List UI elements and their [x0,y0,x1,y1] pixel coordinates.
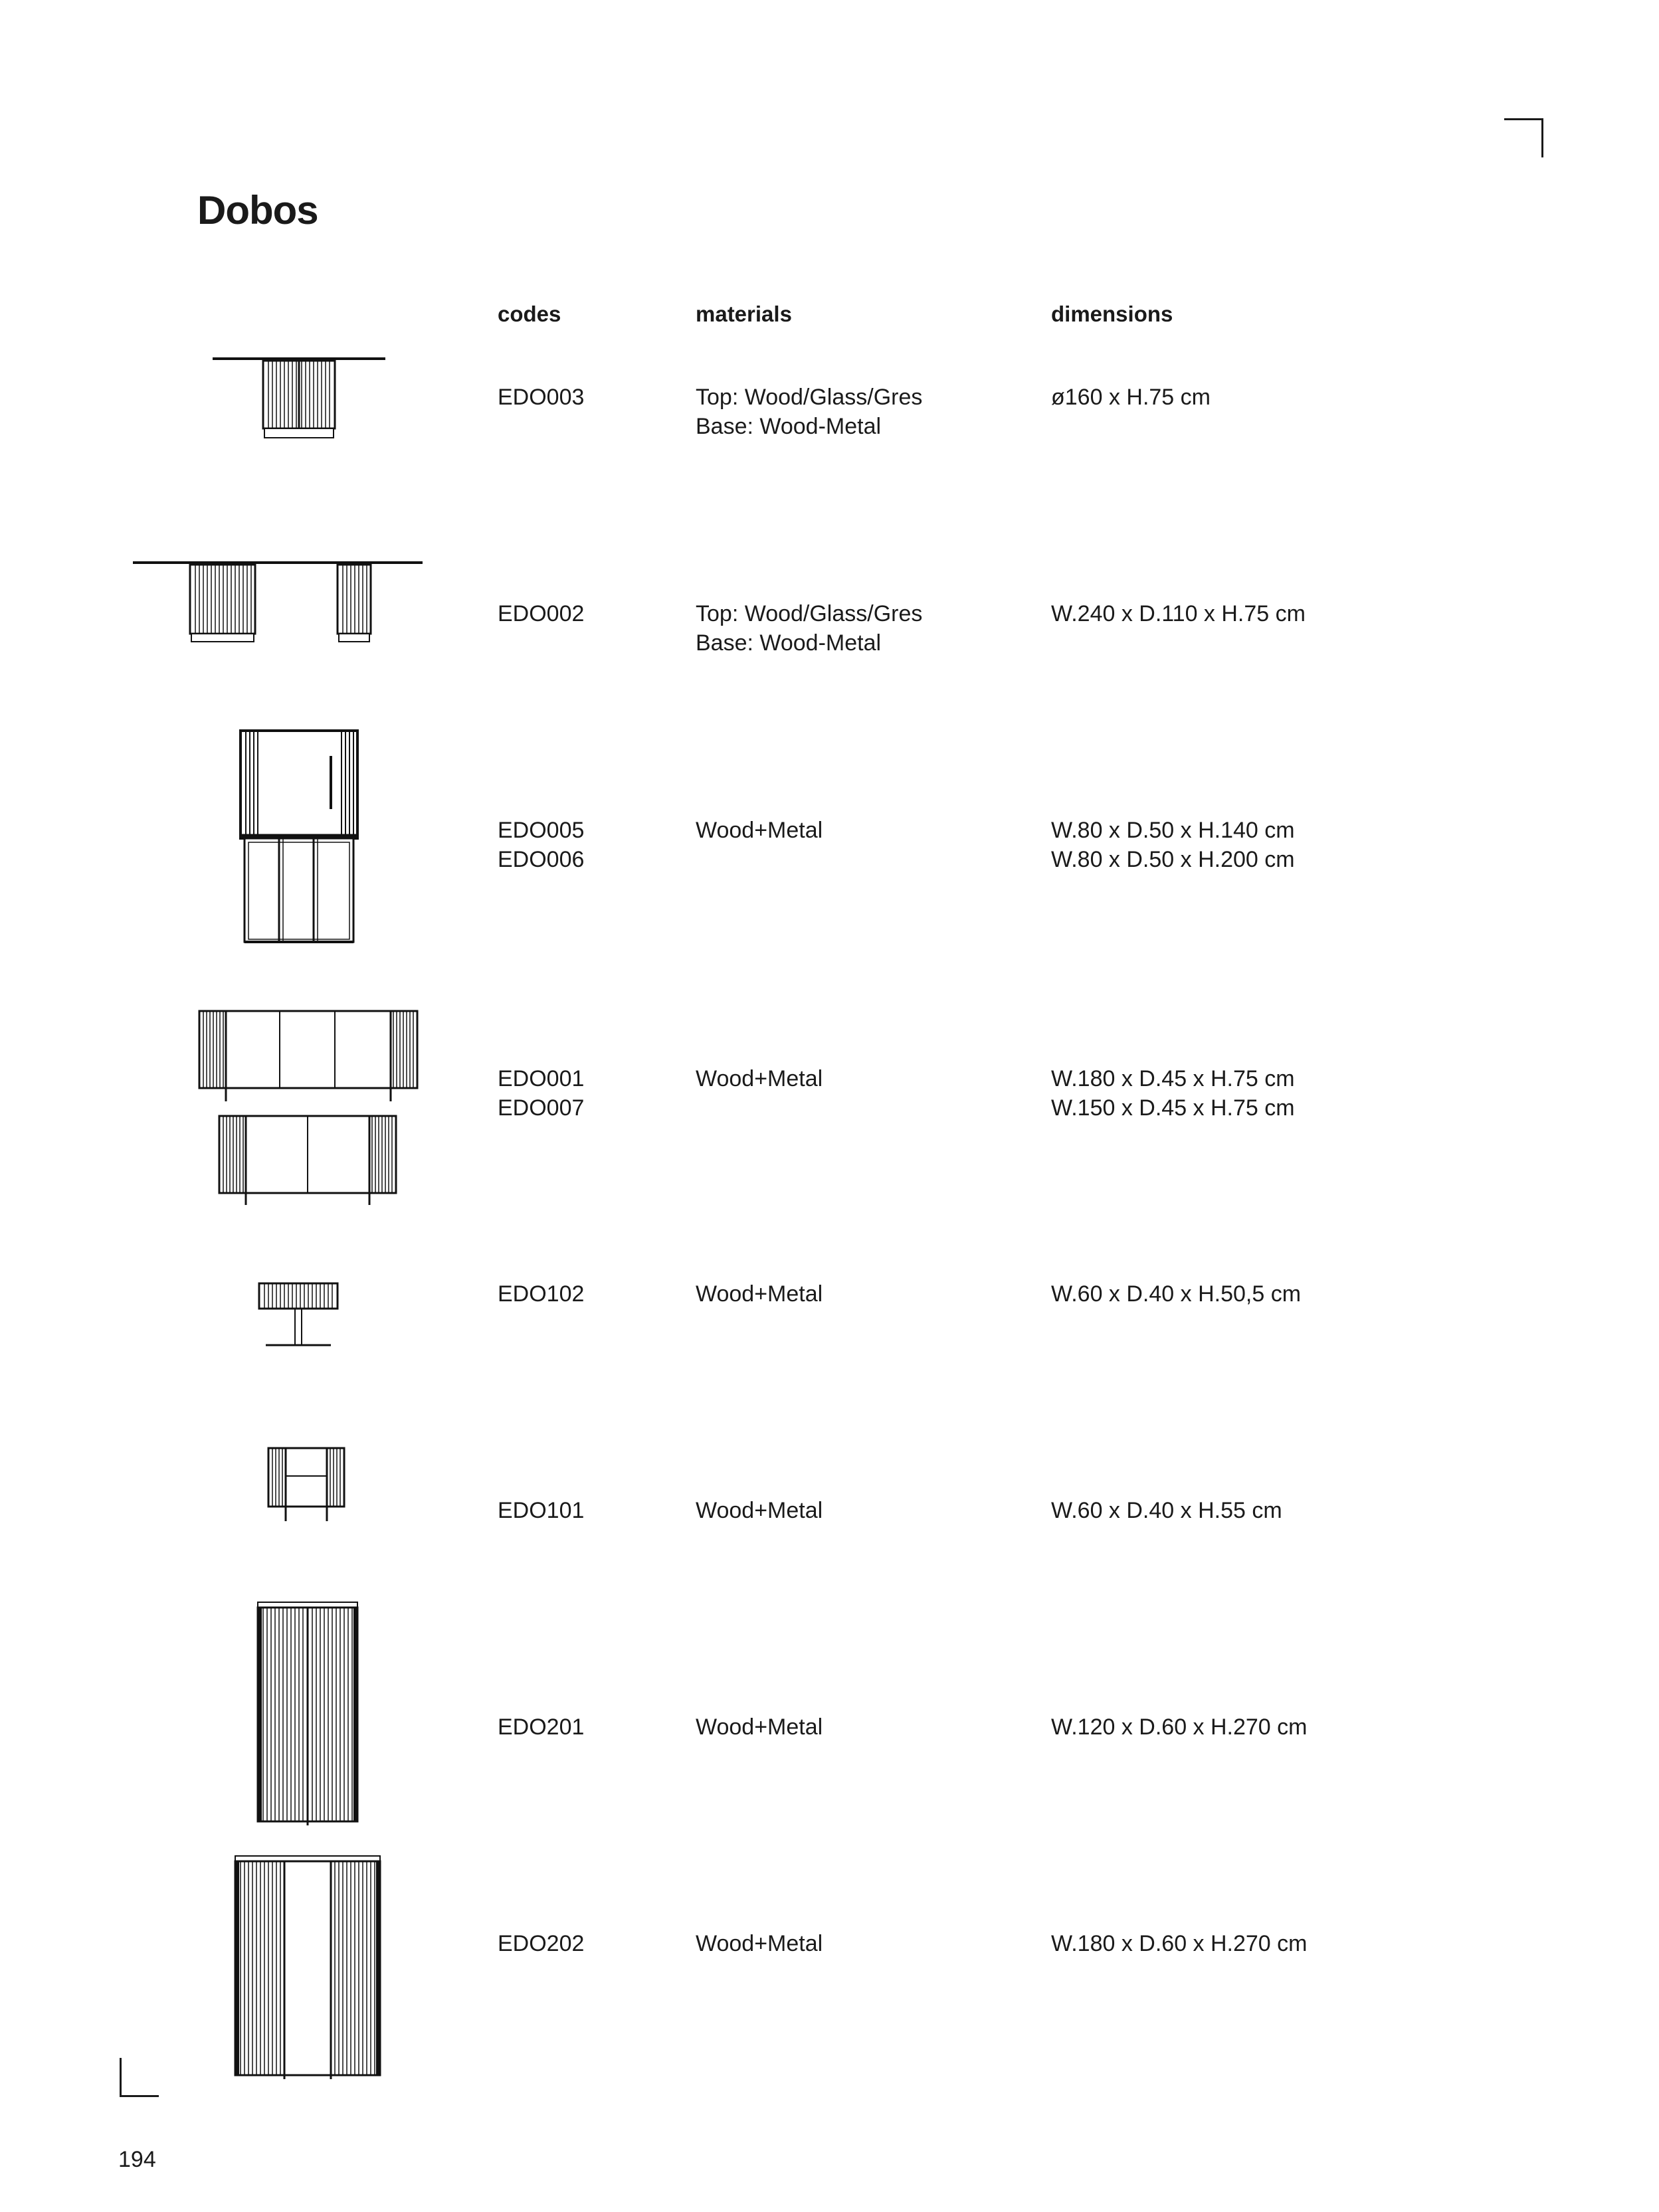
wardrobe-three-door-icon [233,1853,383,2083]
column-header-codes: codes [498,302,561,326]
product-code: EDO003 [498,385,585,410]
product-code: EDO202 [498,1931,585,1956]
product-dimensions: W.120 x D.60 x H.270 cm [1051,1714,1308,1740]
rectangular-dining-table-icon [132,559,424,646]
product-materials: Wood+Metal [696,818,823,843]
crop-mark-top-right [1504,118,1543,157]
product-code: EDO005 EDO006 [498,818,585,872]
wardrobe-two-door-icon [255,1600,360,1828]
product-code: EDO001 EDO007 [498,1066,585,1121]
product-dimensions: W.180 x D.45 x H.75 cm W.150 x D.45 x H.75 cm [1051,1066,1295,1121]
product-dimensions: W.80 x D.50 x H.140 cm W.80 x D.50 x H.200 cm [1051,818,1295,872]
product-code: EDO102 [498,1281,585,1307]
column-header-materials: materials [696,302,792,326]
crop-mark-bottom-left [120,2058,159,2097]
product-code: EDO002 [498,601,585,626]
product-materials: Wood+Metal [696,1931,823,1956]
bar-cabinet-icon [238,729,361,949]
column-header-dimensions: dimensions [1051,302,1173,326]
product-materials: Wood+Metal [696,1281,823,1307]
side-table-icon [256,1281,343,1348]
product-materials: Wood+Metal [696,1498,823,1523]
page-title: Dobos [197,188,318,232]
sideboard-icon [197,1008,420,1206]
product-dimensions: W.60 x D.40 x H.55 cm [1051,1498,1282,1523]
product-code: EDO201 [498,1714,585,1740]
product-dimensions: W.240 x D.110 x H.75 cm [1051,601,1306,626]
product-dimensions: W.180 x D.60 x H.270 cm [1051,1931,1308,1956]
page-number: 194 [118,2147,156,2172]
product-materials: Wood+Metal [696,1714,823,1740]
product-dimensions: ø160 x H.75 cm [1051,385,1211,410]
round-dining-table-icon [211,355,387,442]
product-materials: Top: Wood/Glass/Gres Base: Wood-Metal [696,601,923,656]
nightstand-icon [266,1445,349,1525]
product-materials: Top: Wood/Glass/Gres Base: Wood-Metal [696,385,923,439]
product-dimensions: W.60 x D.40 x H.50,5 cm [1051,1281,1302,1307]
product-materials: Wood+Metal [696,1066,823,1091]
product-code: EDO101 [498,1498,585,1523]
